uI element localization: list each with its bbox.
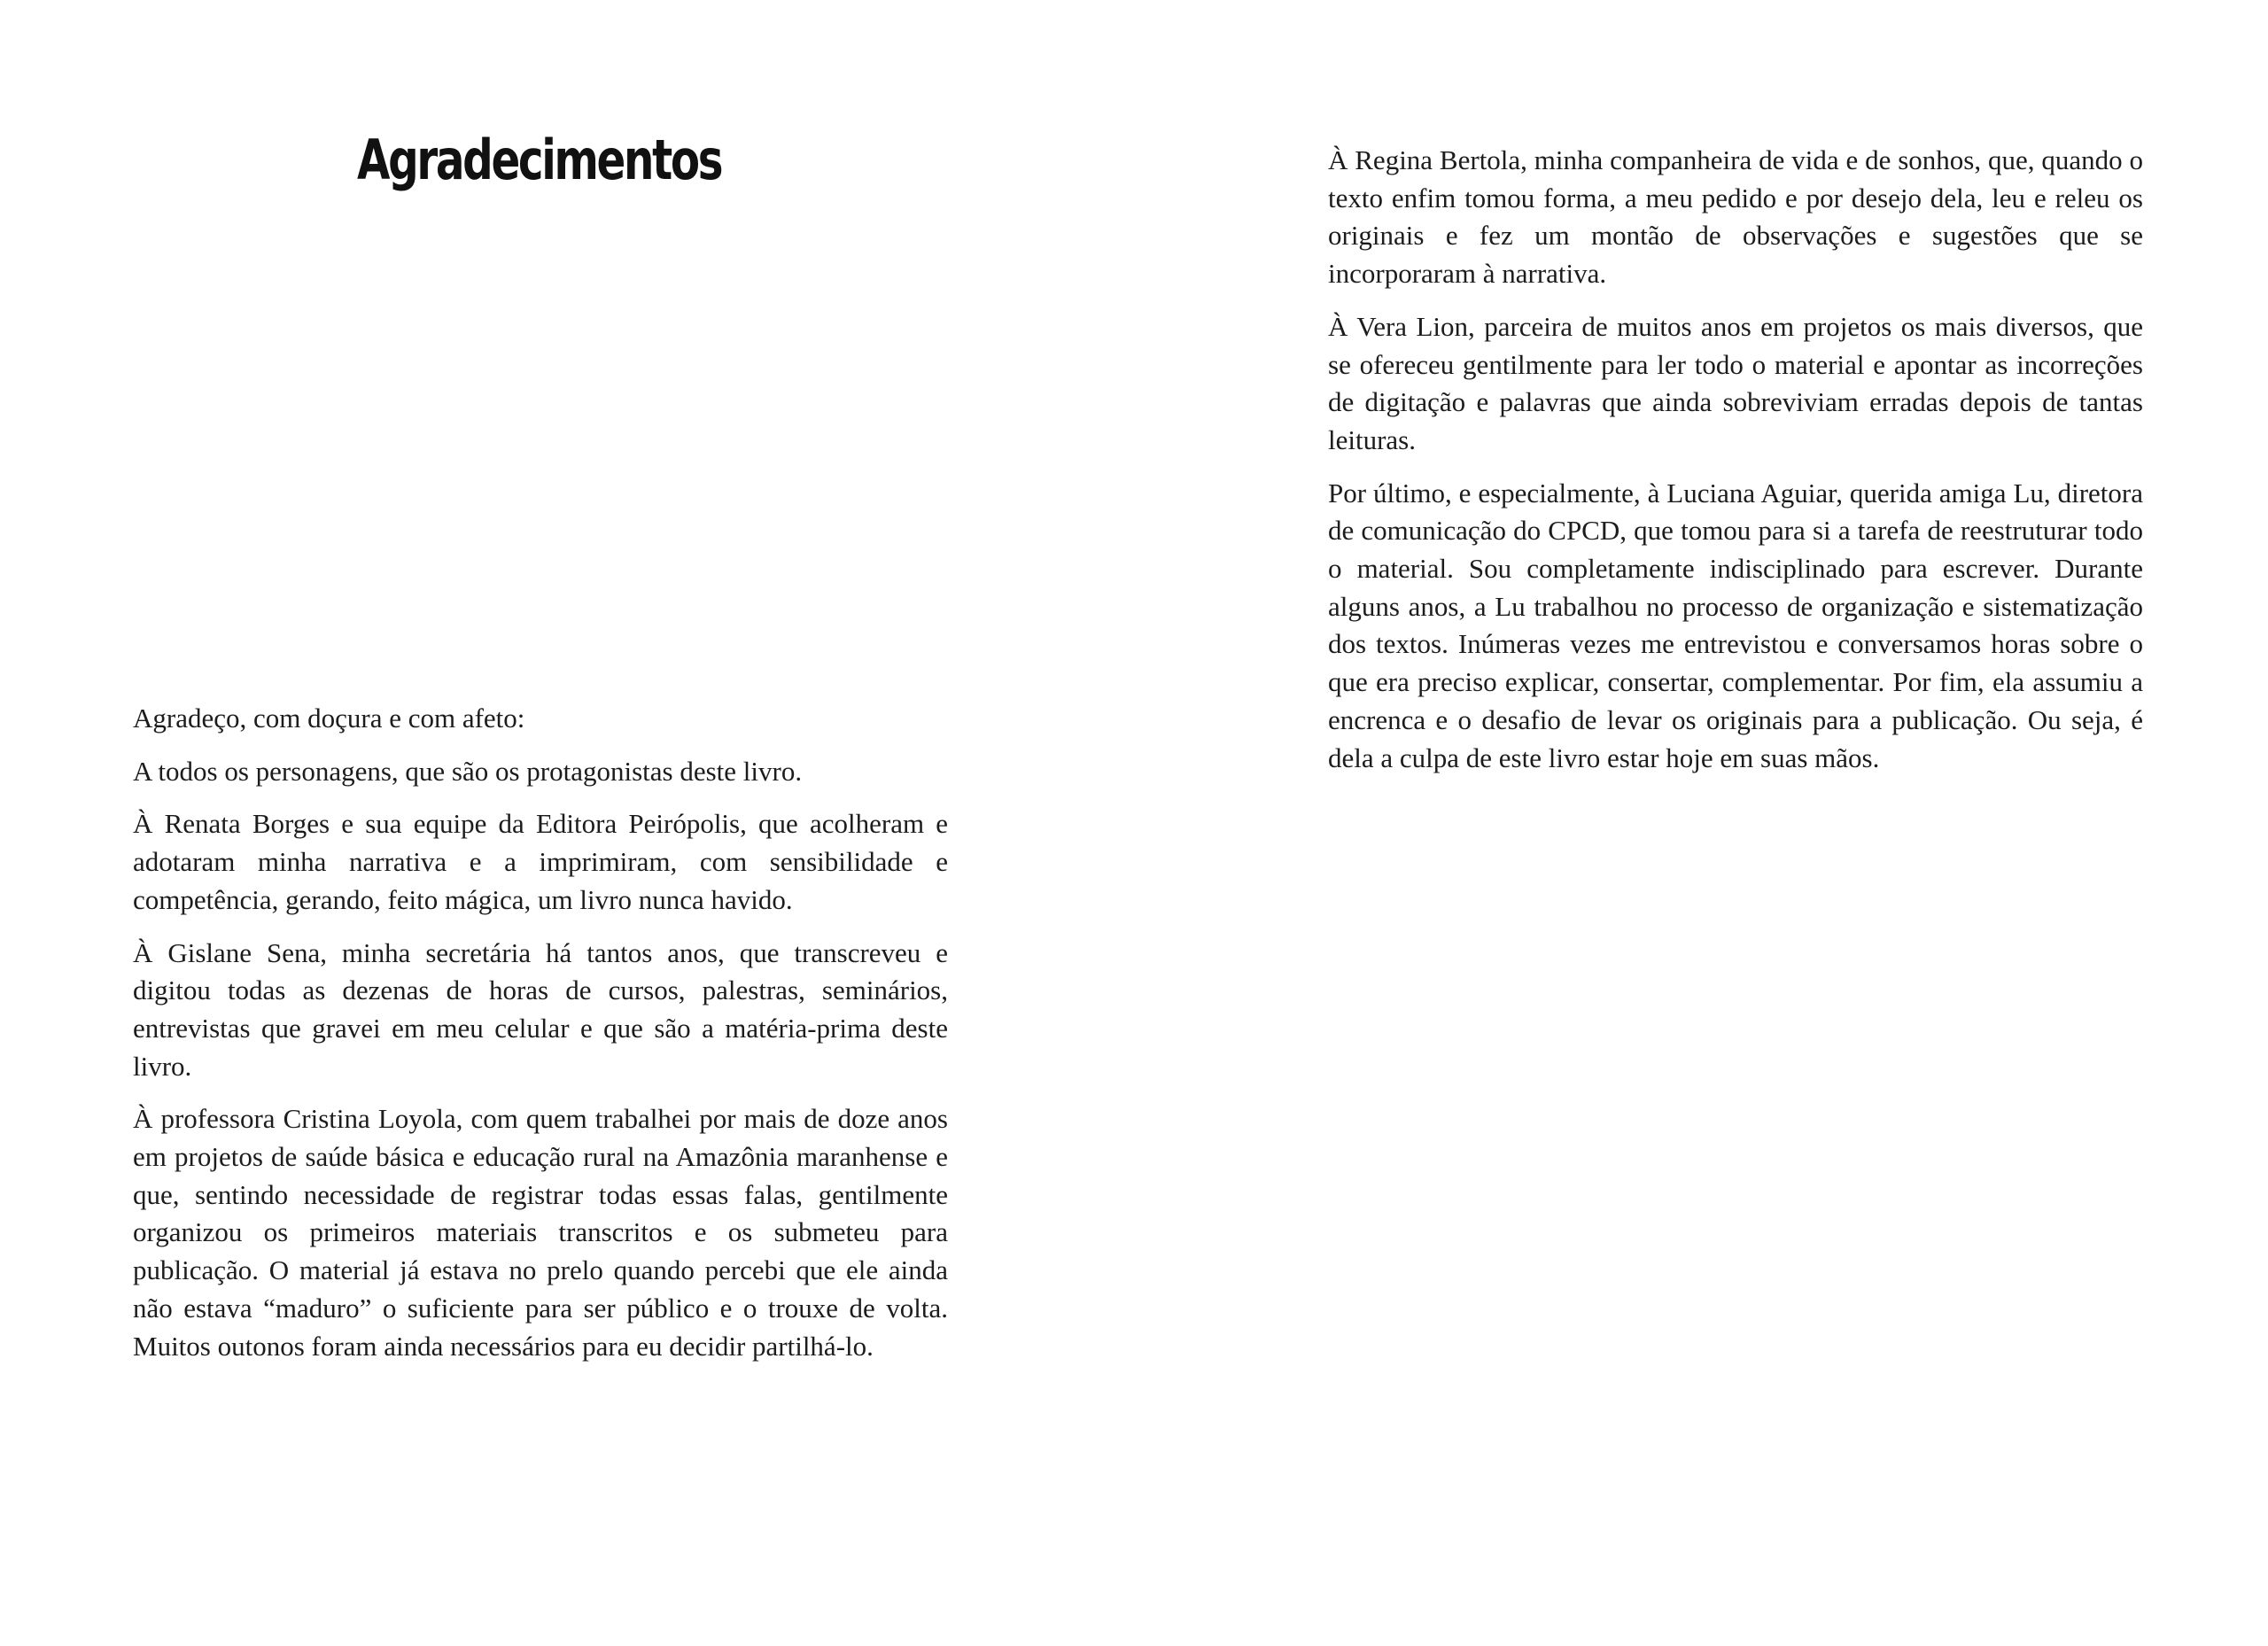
paragraph-renata-borges: À Renata Borges e sua equipe da Editora Peirópolis, que acolheram e adotaram minha narrativa e a imprimiram, com sensibilidade e competência, gerando, feito mágica, um livro nunca havido. (133, 808, 948, 915)
right-page (1134, 0, 2268, 1646)
chapter-title: Agradecimentos (357, 128, 722, 192)
paragraph-regina-bertola: À Regina Bertola, minha companheira de vida e de sonhos, que, quando o texto enfim tomou forma, a meu pedido e por desejo dela, leu e releu os originais e fez um montão de observações e sugestões que se incorporaram à narrativa. (1328, 144, 2143, 290)
paragraph-cristina-loyola: À professora Cristina Loyola, com quem trabalhei por mais de doze anos em projetos de saúde básica e educação rural na Amazônia maranhense e que, sentindo necessidade de registrar todas essas falas, gentilmente organizou os primeiros materiais transcritos e os submeteu para publicação. O material já estava no prelo quando percebi que ele ainda não estava “maduro” o suficiente para ser público e o trouxe de volta. Muitos outonos foram ainda necessários para eu decidir partilhá-lo. (133, 1103, 948, 1362)
paragraph-vera-lion: À Vera Lion, parceira de muitos anos em projetos os mais diversos, que se ofereceu gentilmente para ler todo o material e apontar as incorreções de digitação e palavras que ainda sobreviviam erradas depois de tantas leituras. (1328, 310, 2143, 455)
paragraph-gislane-sena: À Gislane Sena, minha secretária há tantos anos, que transcreveu e digitou todas as dezenas de horas de cursos, palestras, seminários, entrevistas que gravei em meu celular e que são a matéria-prima deste livro. (133, 936, 948, 1082)
left-page-text (133, 700, 948, 1380)
paragraph-personagens: A todos os personagens, que são os protagonistas deste livro. (133, 755, 803, 787)
right-page-text (1328, 142, 2143, 792)
intro-paragraph: Agradeço, com doçura e com afeto: (133, 703, 525, 734)
paragraph-luciana-aguiar: Por último, e especialmente, à Luciana Aguiar, querida amiga Lu, diretora de comunicação do CPCD, que tomou para si a tarefa de reestruturar todo o material. Sou completamente indisciplinado para escrever. Durante alguns anos, a Lu trabalhou no processo de organização e sistematização dos textos. Inúmeras vezes me entrevistou e conversamos horas sobre o que era preciso explicar, consertar, complementar. Por fim, ela assumiu a encrenca e o desafio de levar os originais para a publicação. Ou seja, é dela a culpa de este livro estar hoje em suas mãos. (1328, 477, 2143, 773)
